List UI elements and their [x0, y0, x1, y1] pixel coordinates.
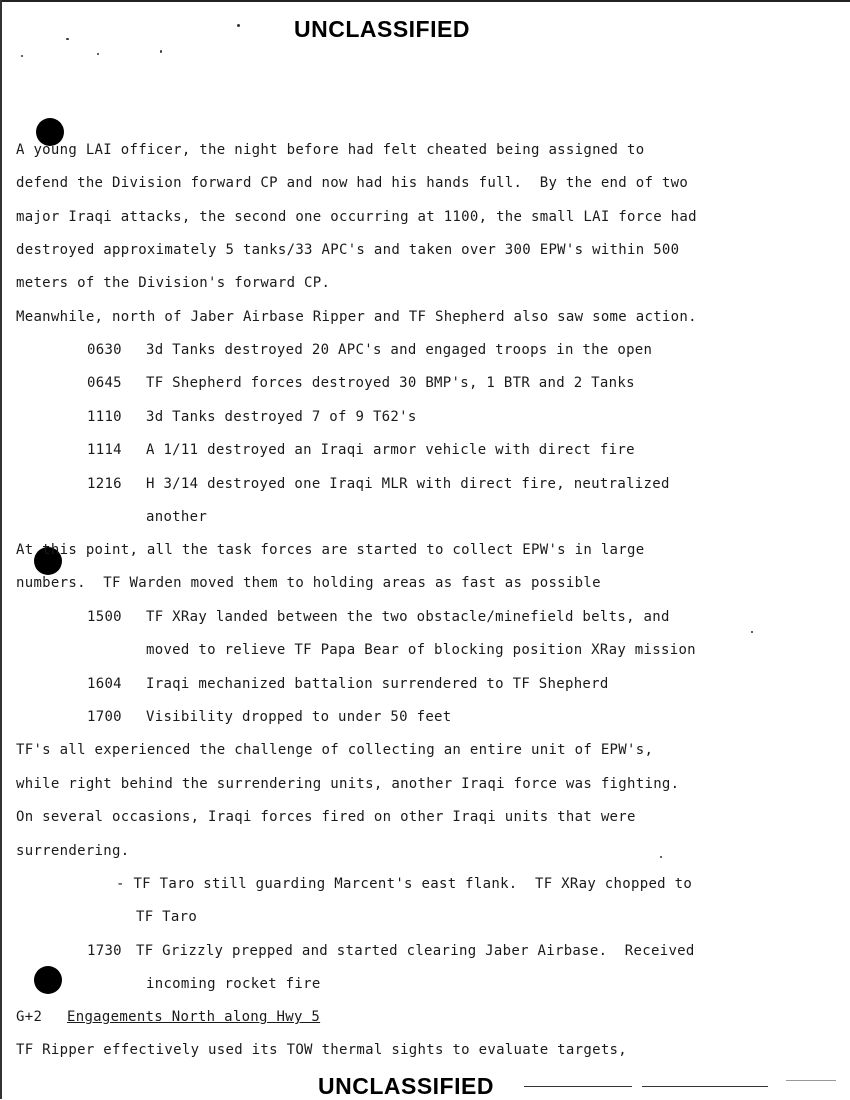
punch-hole-bottom	[34, 966, 62, 994]
scan-speck	[97, 53, 99, 55]
footer-rule	[786, 1080, 836, 1081]
body-text-line: while right behind the surrendering units, another Iraqi force was fighting.	[16, 776, 680, 792]
log-time: 1604	[87, 676, 122, 692]
log-entry-continuation: another	[146, 509, 208, 525]
log-time: 1730	[87, 943, 122, 959]
body-text-line: On several occasions, Iraqi forces fired on other Iraqi units that were	[16, 809, 636, 825]
log-time: 1500	[87, 609, 122, 625]
section-title: Engagements North along Hwy 5	[67, 1009, 321, 1025]
body-text-line: TF Ripper effectively used its TOW thermal sights to evaluate targets,	[16, 1042, 628, 1058]
log-entry-continuation: moved to relieve TF Papa Bear of blocking position XRay mission	[146, 642, 696, 658]
body-text-line: destroyed approximately 5 tanks/33 APC's and taken over 300 EPW's within 500	[16, 242, 680, 258]
log-time: 1700	[87, 709, 122, 725]
section-number: G+2	[16, 1009, 43, 1025]
page-left-border	[0, 0, 2, 1099]
log-entry: TF XRay landed between the two obstacle/minefield belts, and	[146, 609, 670, 625]
scan-speck	[751, 631, 753, 633]
bullet-item-continuation: TF Taro	[136, 909, 198, 925]
log-time: 0630	[87, 342, 122, 358]
body-text-line: defend the Division forward CP and now had his hands full. By the end of two	[16, 175, 689, 191]
log-entry-continuation: incoming rocket fire	[146, 976, 321, 992]
log-entry: A 1/11 destroyed an Iraqi armor vehicle with direct fire	[146, 442, 635, 458]
scan-speck	[660, 856, 662, 858]
log-entry: Iraqi mechanized battalion surrendered to TF Shepherd	[146, 676, 609, 692]
scan-speck	[21, 55, 23, 57]
body-text-line: At this point, all the task forces are started to collect EPW's in large	[16, 542, 645, 558]
scan-speck	[237, 24, 240, 27]
scan-speck	[66, 38, 69, 40]
footer-rule	[642, 1086, 768, 1087]
bullet-item: - TF Taro still guarding Marcent's east flank. TF XRay chopped to	[116, 876, 693, 892]
log-entry: 3d Tanks destroyed 7 of 9 T62's	[146, 409, 417, 425]
classification-footer: UNCLASSIFIED	[318, 1073, 494, 1099]
log-time: 1216	[87, 476, 122, 492]
page-top-border	[0, 0, 850, 2]
footer-rule	[524, 1086, 632, 1087]
body-text-line: major Iraqi attacks, the second one occurring at 1100, the small LAI force had	[16, 209, 697, 225]
log-entry: TF Shepherd forces destroyed 30 BMP's, 1 BTR and 2 Tanks	[146, 375, 635, 391]
body-text-line: surrendering.	[16, 843, 130, 859]
log-entry: 3d Tanks destroyed 20 APC's and engaged troops in the open	[146, 342, 653, 358]
classification-header: UNCLASSIFIED	[294, 16, 470, 42]
log-time: 1110	[87, 409, 122, 425]
log-entry: H 3/14 destroyed one Iraqi MLR with direct fire, neutralized	[146, 476, 670, 492]
log-time: 1114	[87, 442, 122, 458]
body-text-line: meters of the Division's forward CP.	[16, 275, 331, 291]
log-entry: TF Grizzly prepped and started clearing Jaber Airbase. Received	[136, 943, 695, 959]
log-entry: Visibility dropped to under 50 feet	[146, 709, 452, 725]
scan-speck	[160, 50, 162, 53]
body-text-line: A young LAI officer, the night before had felt cheated being assigned to	[16, 142, 645, 158]
log-time: 0645	[87, 375, 122, 391]
body-text-line: numbers. TF Warden moved them to holding areas as fast as possible	[16, 575, 601, 591]
body-text-line: TF's all experienced the challenge of collecting an entire unit of EPW's,	[16, 742, 654, 758]
body-text-line: Meanwhile, north of Jaber Airbase Ripper and TF Shepherd also saw some action.	[16, 309, 697, 325]
